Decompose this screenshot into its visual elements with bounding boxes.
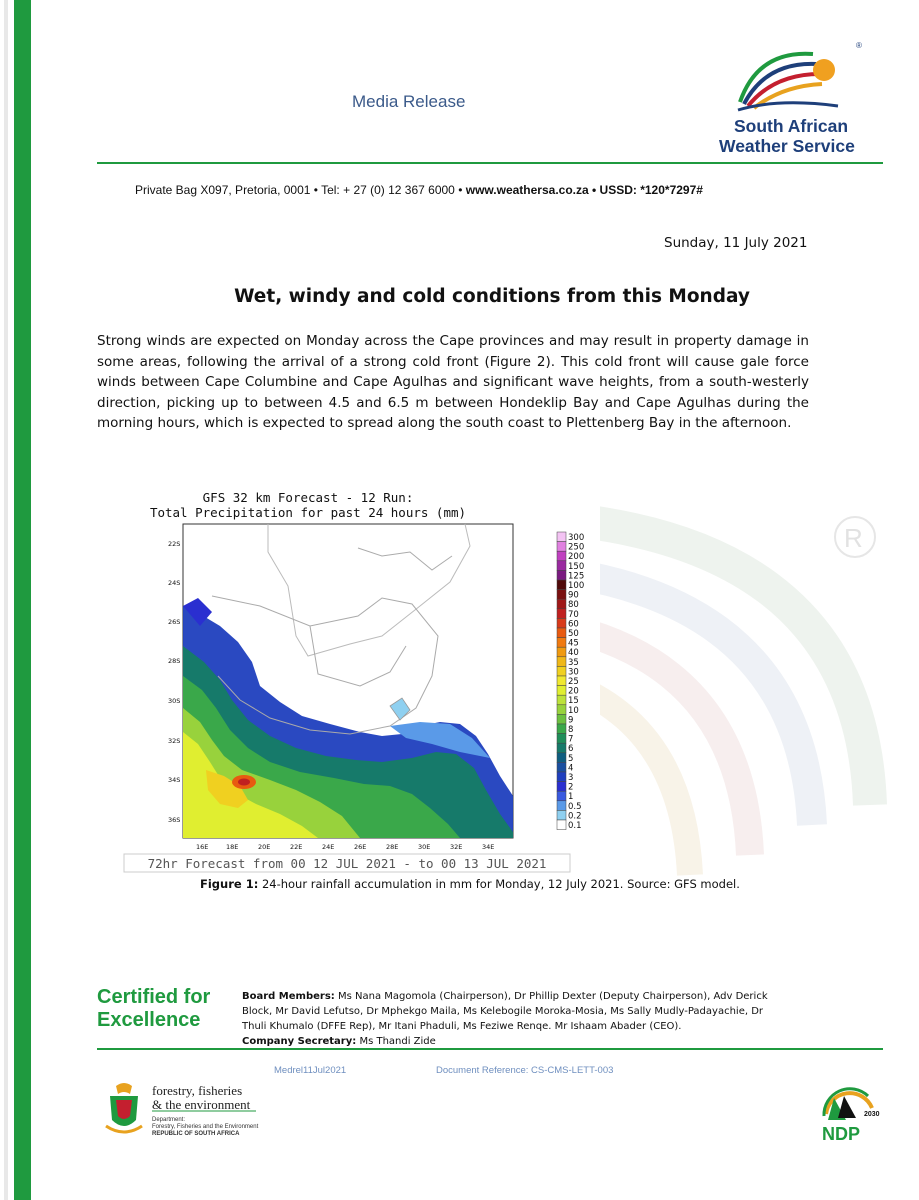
legend-value: 15 xyxy=(568,696,579,707)
lat-label: 26S xyxy=(168,618,181,626)
legend-swatch xyxy=(557,666,566,676)
legend-value: 5 xyxy=(568,753,574,764)
legend-value: 35 xyxy=(568,657,579,668)
lat-label: 24S xyxy=(168,579,181,587)
address-separator: • xyxy=(588,183,600,197)
document-reference: Document Reference: CS-CMS-LETT-003 xyxy=(436,1065,614,1076)
dffe-name xyxy=(152,1084,250,1112)
legend-value: 10 xyxy=(568,705,579,716)
ndp-2030-logo-icon xyxy=(818,1086,880,1144)
green-side-stripe xyxy=(14,0,31,1200)
board-text: Ms Nana Magomola (Chairperson), Dr Phillip Dexter (Deputy Chairperson), Adv Derick Block, Mr David Lefutso, Dr Mphekgo Maila, Ms Kelebogile Moroka-Mosia, Ms Sally Mudly-Padayachie, Dr Thuli Khumalo (DFFE Rep), Mr Itani Phaduli, Ms Feziwe Renqe. Mr Ishaam Abader (CEO). xyxy=(242,991,768,1032)
precipitation-map xyxy=(120,486,600,878)
legend-value: 300 xyxy=(568,533,585,543)
legend-swatch xyxy=(557,820,566,830)
legend-value: 8 xyxy=(568,725,574,735)
legend-swatch xyxy=(557,618,566,628)
lat-label: 22S xyxy=(168,540,181,548)
legend-value: 0.1 xyxy=(568,821,582,831)
lon-label: 28E xyxy=(386,843,399,851)
registered-mark: ® xyxy=(856,41,862,50)
legend-swatch xyxy=(557,676,566,686)
body-paragraph: Strong winds are expected on Monday across the Cape provinces and may result in property damage in some areas, following the arrival of a strong cold front (Figure 2). This cold front will cause gale force winds between Cape Columbine and Cape Agulhas and significant wave heights, from a south-westerly direction, picking up to between 4.5 and 6.5 m between Hondeklip Bay and Cape Agulhas during the morning hours, which is expected to spread along the south coast to Plettenberg Bay in the afternoon. xyxy=(97,333,809,431)
legend-swatch xyxy=(557,570,566,580)
lon-label: 22E xyxy=(290,843,303,851)
lon-label: 26E xyxy=(354,843,367,851)
legend-value: 0.5 xyxy=(568,801,582,812)
legend-value: 200 xyxy=(568,552,585,563)
legend-swatch xyxy=(557,782,566,792)
certified-line2: Excellence xyxy=(97,1009,201,1031)
legend-swatch xyxy=(557,791,566,801)
legend-swatch xyxy=(557,590,566,600)
lon-label: 16E xyxy=(196,843,209,851)
legend-value: 125 xyxy=(568,571,585,582)
header-rule xyxy=(97,162,883,164)
secretary-label: Company Secretary: xyxy=(242,1036,357,1047)
lat-label: 30S xyxy=(168,697,181,705)
legend-swatch xyxy=(557,599,566,609)
legend-swatch xyxy=(557,561,566,571)
legend-value: 150 xyxy=(568,561,585,572)
legend-value: 9 xyxy=(568,715,574,726)
legend-value: 60 xyxy=(568,619,579,630)
legend-swatch xyxy=(557,551,566,561)
lon-label: 18E xyxy=(226,843,239,851)
map-title-line1: GFS 32 km Forecast - 12 Run: xyxy=(202,490,414,505)
figure-caption xyxy=(200,877,740,891)
legend-value: 250 xyxy=(568,542,585,553)
legend-swatch xyxy=(557,695,566,705)
legend-value: 7 xyxy=(568,734,574,745)
legend-value: 6 xyxy=(568,744,574,755)
legend-value: 80 xyxy=(568,600,579,611)
org-name-line2: Weather Service xyxy=(719,136,855,156)
lat-label: 28S xyxy=(168,657,181,665)
legend-value: 25 xyxy=(568,677,579,687)
map-title-line2: Total Precipitation for past 24 hours (mm) xyxy=(149,505,467,520)
legend-swatch xyxy=(557,743,566,753)
legend-swatch xyxy=(557,657,566,667)
lat-label: 34S xyxy=(168,776,181,784)
dffe-sub2: Forestry, Fisheries and the Environment xyxy=(152,1124,259,1130)
legend-value: 45 xyxy=(568,638,579,649)
website-link[interactable]: www.weathersa.co.za xyxy=(465,183,589,197)
legend-swatch xyxy=(557,762,566,772)
lon-label: 30E xyxy=(418,843,431,851)
media-release-label: Media Release xyxy=(352,92,466,111)
legend-value: 2 xyxy=(568,782,574,793)
legend-swatch xyxy=(557,647,566,657)
legend-value: 30 xyxy=(568,667,579,678)
dffe-line1: forestry, fisheries xyxy=(152,1083,243,1098)
dffe-line2: & the environment xyxy=(152,1097,251,1112)
legend-value: 20 xyxy=(568,686,579,697)
legend-value: 4 xyxy=(568,763,574,774)
ndp-label: NDP xyxy=(822,1124,861,1144)
legend-value: 100 xyxy=(568,581,585,591)
secretary-text: Ms Thandi Zide xyxy=(356,1036,436,1047)
legend-swatch xyxy=(557,772,566,782)
dffe-sub1: Department: xyxy=(152,1117,186,1123)
lon-label: 24E xyxy=(322,843,335,851)
caption-text: 24-hour rainfall accumulation in mm for Monday, 12 July 2021. Source: GFS model. xyxy=(258,877,740,891)
board-members xyxy=(242,989,787,1049)
legend-swatch xyxy=(557,628,566,638)
legend-swatch xyxy=(557,542,566,552)
legend-swatch xyxy=(557,638,566,648)
legend-value: 3 xyxy=(568,773,574,783)
legend-swatch xyxy=(557,753,566,763)
legend-value: 50 xyxy=(568,629,579,639)
legend-swatch xyxy=(557,705,566,715)
legend-value: 90 xyxy=(568,590,579,601)
lat-label: 32S xyxy=(168,737,181,745)
legend-swatch xyxy=(557,734,566,744)
legend-value: 70 xyxy=(568,609,579,620)
legend-swatch xyxy=(557,609,566,619)
legend-swatch xyxy=(557,724,566,734)
legend-swatch xyxy=(557,810,566,820)
legend-value: 0.2 xyxy=(568,811,582,822)
legend-value: 1 xyxy=(568,792,574,803)
lon-label: 34E xyxy=(482,843,495,851)
legend-value: 40 xyxy=(568,648,579,659)
footer-rule xyxy=(97,1048,883,1050)
page-edge-bar xyxy=(0,0,32,1200)
legend-swatch xyxy=(557,686,566,696)
board-label: Board Members: xyxy=(242,991,335,1002)
certified-badge xyxy=(97,986,210,1032)
ussd-code: USSD: *120*7297# xyxy=(599,183,703,197)
dffe-sub3: REPUBLIC OF SOUTH AFRICA xyxy=(152,1131,240,1137)
media-reference: Medrel11Jul2021 xyxy=(274,1065,347,1076)
address-text: Private Bag X097, Pretoria, 0001 • Tel: + 27 (0) 12 367 6000 • xyxy=(135,183,466,197)
page-edge-shadow xyxy=(4,0,8,1200)
caption-label: Figure 1: xyxy=(200,877,259,891)
dffe-subtitle xyxy=(152,1117,258,1138)
headline: Wet, windy and cold conditions from this Monday xyxy=(234,286,750,307)
svg-text:R: R xyxy=(844,523,863,553)
legend-swatch xyxy=(557,714,566,724)
lon-label: 32E xyxy=(450,843,463,851)
forecast-period: 72hr Forecast from 00 12 JUL 2021 - to 00 13 JUL 2021 xyxy=(147,856,547,871)
address-line xyxy=(135,183,703,197)
legend-swatch xyxy=(557,580,566,590)
lon-label: 20E xyxy=(258,843,271,851)
lat-label: 36S xyxy=(168,816,181,824)
org-name-line1: South African xyxy=(734,116,849,136)
certified-line1: Certified for xyxy=(97,986,211,1008)
legend-swatch xyxy=(557,801,566,811)
legend-swatch xyxy=(557,532,566,542)
ndp-year: 2030 xyxy=(864,1111,880,1118)
release-date: Sunday, 11 July 2021 xyxy=(664,235,808,251)
